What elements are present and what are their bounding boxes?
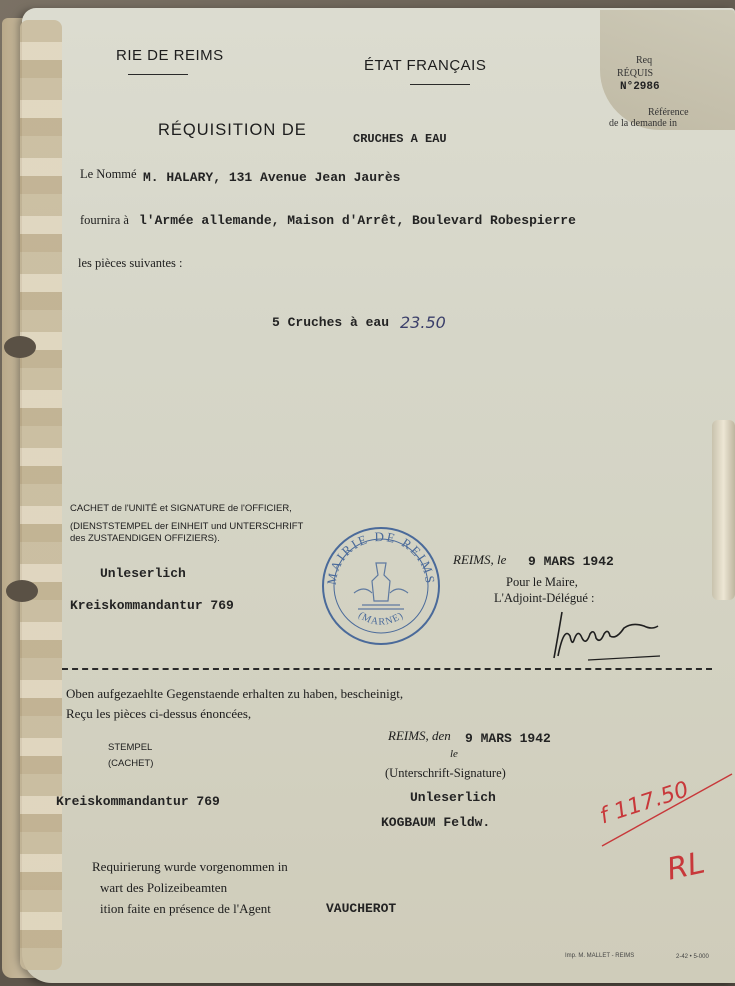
- svg-text:(MARNE): [356, 610, 406, 628]
- pour-le-maire: Pour le Maire,: [506, 575, 578, 589]
- cachet-label-fr: CACHET de l'UNITÉ et SIGNATURE de l'OFFICIER,: [70, 503, 292, 514]
- agent-name: VAUCHEROT: [326, 901, 397, 916]
- punch-hole: [4, 336, 36, 358]
- header-rule: [410, 84, 470, 85]
- receiver-signature-text: Unleserlich: [410, 790, 496, 805]
- receipt-le: le: [450, 748, 458, 760]
- req-label: RÉQUIS: [617, 68, 654, 79]
- cachet-label: (CACHET): [108, 758, 154, 769]
- unterschrift-label: (Unterschrift-Signature): [385, 766, 506, 780]
- reference-label: Référence: [648, 107, 689, 118]
- torn-binding-edge: [20, 20, 62, 970]
- requisitioned-item: 5 Cruches à eau: [272, 315, 390, 330]
- recipient: l'Armée allemande, Maison d'Arrêt, Boulevard Robespierre: [139, 213, 576, 228]
- handwritten-initials: [660, 830, 730, 890]
- footer-line-de: wart des Polizeibeamten: [100, 880, 228, 895]
- receipt-line-fr: Reçu les pièces ci-dessus énoncées,: [66, 706, 252, 721]
- signing-date: 9 MARS 1942: [528, 554, 614, 569]
- state-heading: ÉTAT FRANÇAIS: [364, 57, 487, 74]
- mairie-stamp-seal: [318, 523, 444, 649]
- signing-place: REIMS, le: [453, 552, 507, 567]
- receipt-line-de: Oben aufgezaehlte Gegenstaende erhalten zu haben, bescheinigt,: [66, 686, 404, 701]
- officer-signature-text: Unleserlich: [100, 566, 186, 581]
- header-rule: [128, 74, 188, 75]
- stamp-department: (MARNE): [356, 609, 406, 628]
- receipt-date: 9 MARS 1942: [465, 731, 551, 746]
- requisition-object: CRUCHES A EAU: [353, 132, 447, 146]
- svg-text:MAIRIE DE REIMS: [324, 529, 438, 586]
- torn-right-edge: [712, 420, 735, 600]
- stempel-label: STEMPEL: [108, 742, 153, 753]
- handwritten-initials-text: RL: [663, 845, 708, 888]
- receiver-name: KOGBAUM Feldw.: [381, 815, 491, 830]
- adjoint-signature: [548, 606, 660, 662]
- document-title: RÉQUISITION DE: [158, 121, 307, 139]
- req-label: Req: [636, 55, 653, 66]
- officer-unit: Kreiskommandantur 769: [70, 598, 234, 613]
- adjoint-delegue: L'Adjoint-Délégué :: [494, 591, 595, 605]
- fournira-label: fournira à: [80, 213, 129, 227]
- supplier-name: M. HALARY, 131 Avenue Jean Jaurès: [143, 170, 401, 185]
- receiving-unit: Kreiskommandantur 769: [56, 794, 220, 809]
- print-code: 2-42 • 5-000: [676, 954, 709, 960]
- handwritten-total-text: f 117.50: [596, 777, 692, 830]
- receipt-place: REIMS, den: [388, 728, 451, 743]
- reference-label: de la demande in: [609, 118, 678, 129]
- cachet-label-de: des ZUSTAENDIGEN OFFIZIERS).: [70, 533, 220, 544]
- footer-line-fr: ition faite en présence de l'Agent: [100, 901, 271, 916]
- nomme-label: Le Nommé: [80, 167, 137, 181]
- requisition-number: N°2986: [620, 81, 660, 93]
- separator-line: [62, 668, 712, 670]
- footer-line-de: Requirierung wurde vorgenommen in: [92, 859, 288, 874]
- punch-hole: [6, 580, 38, 602]
- handwritten-item-price: 23.50: [400, 313, 446, 332]
- printer-imprint: Imp. M. MALLET - REIMS: [565, 953, 635, 959]
- cachet-label-de: (DIENSTSTEMPEL der EINHEIT und UNTERSCHRIFT: [70, 521, 304, 532]
- pieces-label: les pièces suivantes :: [78, 256, 183, 270]
- stamp-text: MAIRIE DE REIMS: [323, 528, 439, 586]
- mairie-heading: RIE DE REIMS: [116, 47, 224, 64]
